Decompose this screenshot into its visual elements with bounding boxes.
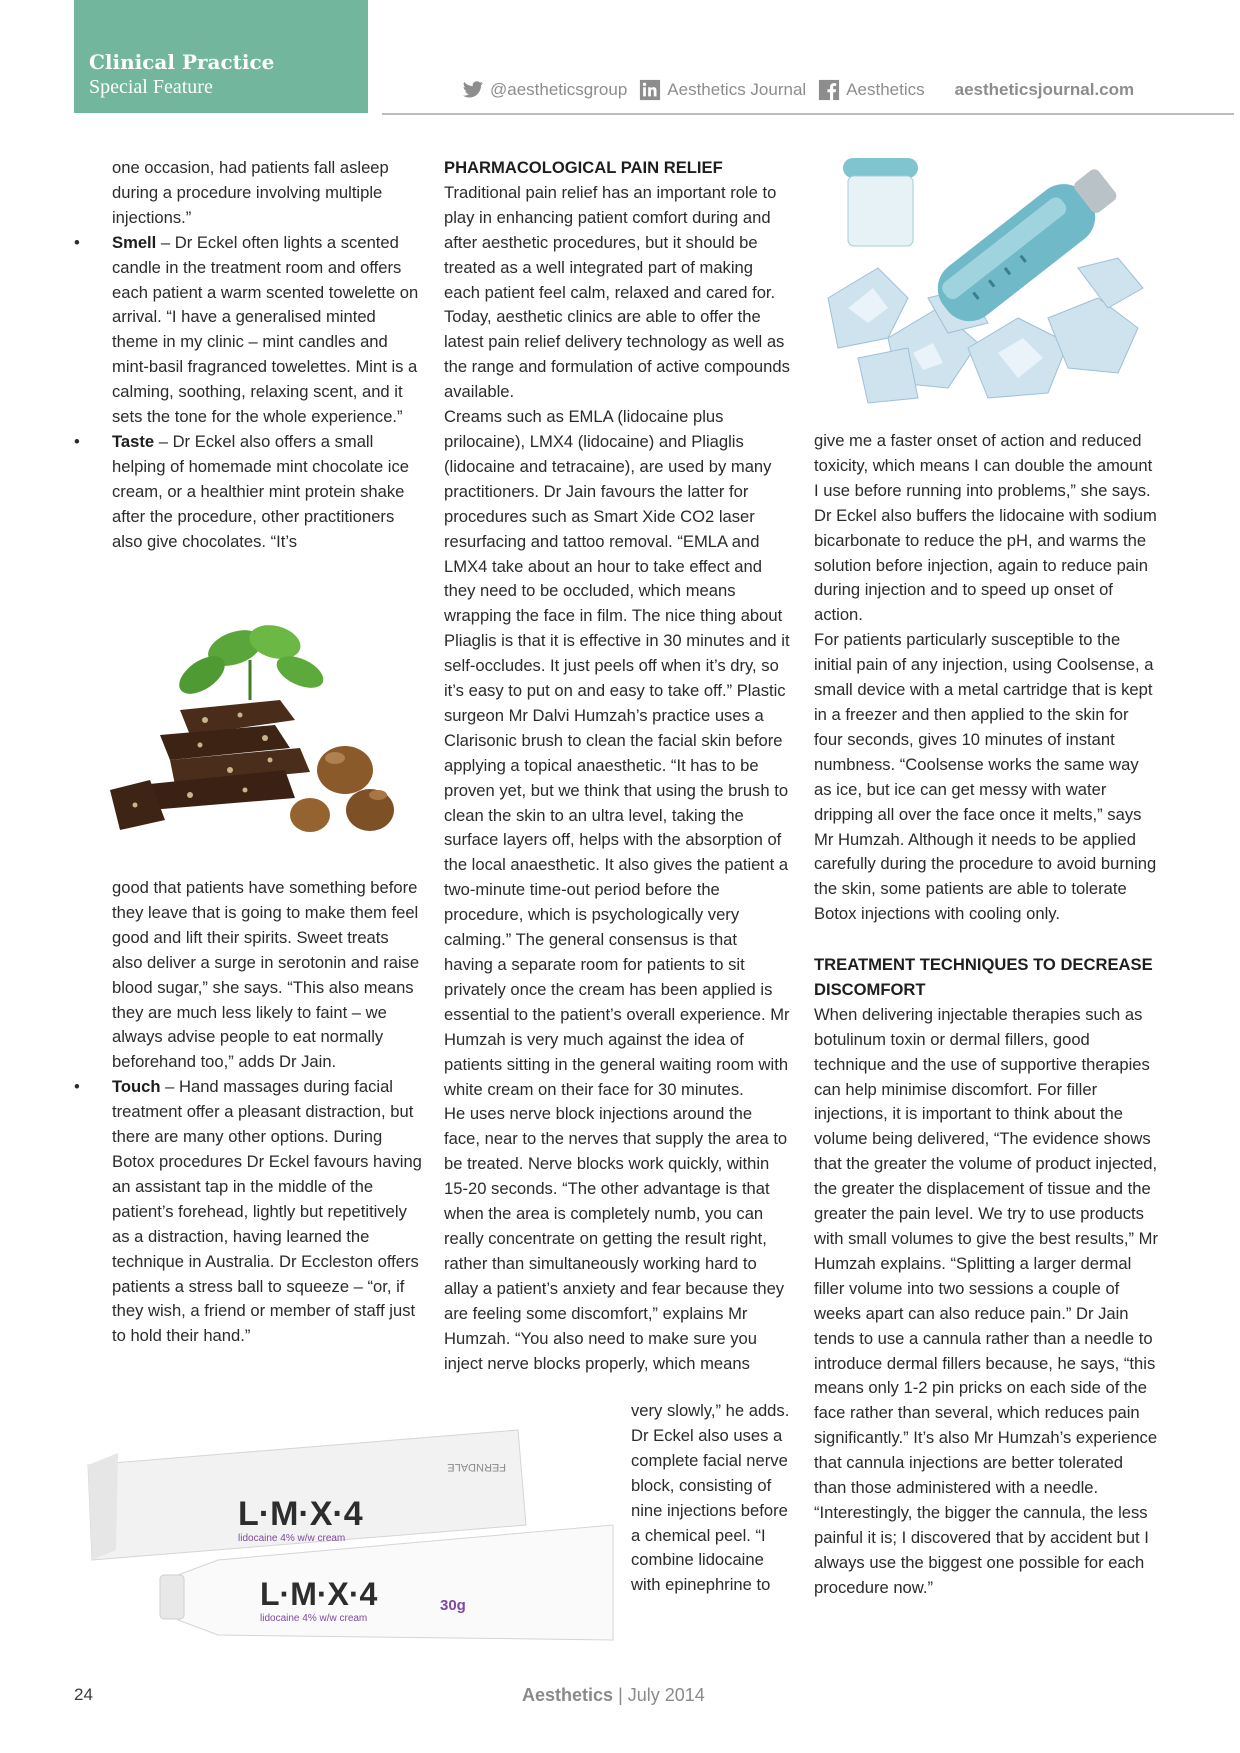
header-divider xyxy=(382,113,1234,115)
box-sub: lidocaine 4% w/w cream xyxy=(238,1533,346,1544)
paragraph: For patients particularly susceptible to the initial pain of any injection, using Coolsense, a small device with a metal cartridge that is kept in a freezer and then applied to the skin for four seconds, gives 10 minutes of instant numbness. “Coolsense works the same way as ice, but ice can get messy with water dripping all over the face once it melts,” says Mr Humzah. Although it needs to be applied carefully during the procedure to avoid burning the skin, some patients are able to tolerate Botox injections with cooling only. xyxy=(814,630,1157,924)
paragraph: Traditional pain relief has an important role to play in enhancing patient comfort during and after aesthetic procedures, but it should be treated as a well integrated part of making each patient feel calm, relaxed and cared for. Today, aesthetic clinics are able to offer the latest pain relief delivery technology as well as the range and formulation of active compounds available. xyxy=(444,182,790,402)
column-1-bottom xyxy=(74,876,422,1349)
section-heading: TREATMENT TECHNIQUES TO DECREASE DISCOMFORT xyxy=(814,955,1153,999)
section-heading: PHARMACOLOGICAL PAIN RELIEF xyxy=(444,158,723,177)
paragraph: He uses nerve block injections around the face, near to the nerves that supply the area to be treated. Nerve blocks work quickly, within 15-20 seconds. “The other advantage is that when the area is completely numb, you can really concentrate on getting the result right, rather than simultaneously working hard to allay a patient’s anxiety and fear because they are feeling some discomfort,” explains Mr Humzah. “You also need to make sure you inject nerve blocks properly, which means xyxy=(444,1104,788,1373)
paragraph: Creams such as EMLA (lidocaine plus prilocaine), LMX4 (lidocaine) and Pliaglis (lidocaine and tetracaine), are used by many practitioners. Dr Jain favours the latter for procedures such as Smart Xide CO2 laser resurfacing and tattoo removal. “EMLA and LMX4 take about an hour to take effect and they need to be occluded, which means wrapping the face in film. The nice thing about Pliaglis is that it is effective in 30 minutes and it self-occludes. It just peels off when it’s dry, so it’s easy to put on and easy to take off.” Plastic surgeon Mr Dalvi Humzah’s practice uses a Clarisonic brush to clean the facial skin before applying a topical anaesthetic. “It has to be proven yet, but we think that using the brush to clean the skin to an ultra level, taking the surface layers off, helps with the absorption of the local anaesthetic. It also gives the patient a two-minute time-out period before the procedure, which is psychologically very calming.” The general consensus is that having a separate room for patients to sit privately once the cream has been applied is essential to the patient’s overall experience. Mr Humzah is very much against the idea of patients sitting in the general waiting room with white cream on their face for 30 minutes. xyxy=(444,407,790,1099)
footer-separator: | xyxy=(618,1685,623,1705)
bullet-label: Touch xyxy=(112,1077,161,1097)
box-maker: FERNDALE xyxy=(447,1461,506,1473)
twitter-handle[interactable]: @aestheticsgroup xyxy=(490,80,628,99)
facebook-label[interactable]: Aesthetics xyxy=(846,80,925,99)
bullet-touch xyxy=(74,1075,422,1349)
column-3-top xyxy=(814,429,1159,927)
social-bar xyxy=(462,78,1134,102)
paragraph: When delivering injectable therapies such as botulinum toxin or dermal fillers, good technique and the use of supportive therapies can help minimise discomfort. For filler injections, it is important to think about the volume being delivered, “The evidence shows that the greater the volume of product injected, the greater the displacement of tissue and the greater the pain level. We try to use products with small volumes to give the best results,” Mr Humzah explains. “Splitting a larger dermal filler volume into two sessions a couple of weeks apart can also reduce pain.” Dr Jain tends to use a cannula rather than a needle to introduce dermal fillers because, he says, “this means only 1-2 pin pricks on each side of the face rather than several, which reduces pain significantly.” It’s also Mr Humzah’s experience that cannula injections are better tolerated than those administered with a needle. “Interestingly, the bigger the cannula, the less painful it is; I discovered that by accident but I always use the biggest one possible for each procedure now.” xyxy=(814,1004,1158,1597)
twitter-icon[interactable] xyxy=(462,79,484,101)
box-brand: L·M·X·4 xyxy=(238,1495,363,1533)
taste-continued: good that patients have something before they leave that is going to make them feel good and lift their spirits. Sweet treats also deliver a surge in serotonin and raise blood sugar,” she says. “This also means they are much less likely to faint – we always advise people to eat normally beforehand too,” adds Dr Jain. xyxy=(112,878,420,1072)
bullet-dot: • xyxy=(74,431,80,451)
bullet-text: – Hand massages during facial treatment offer a pleasant distraction, but there are many other options. During Botox procedures Dr Eckel favours having an assistant tap in the middle of the patient’s forehead, lightly but repetitively as a distraction, having learned the technique in Australia. Dr Eccleston offers patients a stress ball to squeeze – “or, if they wish, a friend or member of staff just to hold their hand.” xyxy=(112,1077,422,1346)
section-subtitle: Special Feature xyxy=(89,76,213,98)
section-title: Clinical Practice xyxy=(89,50,275,74)
bullet-text: – Dr Eckel often lights a scented candle in the treatment room and offers each patient a warm scented towelette on arrival. “I have a generalised minted theme in my clinic – mint candles and mint-basil fragranced towelettes. Mint is a calming, soothing, relaxing scent, and it sets the tone for the whole experience.” xyxy=(112,232,419,427)
website-link[interactable]: aestheticsjournal.com xyxy=(954,80,1135,99)
tube-brand: L·M·X·4 xyxy=(260,1576,378,1612)
facebook-icon[interactable] xyxy=(818,79,840,101)
linkedin-label[interactable]: Aesthetics Journal xyxy=(667,80,807,99)
tube-sub: lidocaine 4% w/w cream xyxy=(260,1613,368,1624)
bullet-label: Taste xyxy=(112,431,155,451)
footer-journal: Aesthetics xyxy=(522,1685,614,1705)
bullet-smell xyxy=(74,231,422,430)
bullet-taste xyxy=(74,430,422,555)
footer-brand xyxy=(522,1685,705,1706)
column-2-bottom xyxy=(631,1399,791,1598)
bullet-dot: • xyxy=(74,232,80,252)
bullet-label: Smell xyxy=(112,232,157,252)
bullet-text: – Dr Eckel also offers a small helping of homemade mint chocolate ice cream, or a healthier mint protein shake after the procedure, other practitioners also give chocolates. “It’s xyxy=(112,431,410,551)
linkedin-icon[interactable] xyxy=(639,79,661,101)
column-3-bottom xyxy=(814,953,1159,1601)
page-number: 24 xyxy=(74,1685,93,1704)
mint-chocolate-image xyxy=(110,620,400,845)
tube-weight: 30g xyxy=(440,1597,466,1614)
coolsense-device-image xyxy=(818,148,1148,408)
intro-paragraph: one occasion, had patients fall asleep during a procedure involving multiple injections.” xyxy=(112,158,389,227)
column-2 xyxy=(444,156,790,1376)
footer-issue: July 2014 xyxy=(627,1685,705,1705)
lmx4-product-image xyxy=(78,1425,613,1650)
bullet-dot: • xyxy=(74,1077,80,1097)
column-1-top xyxy=(74,156,422,596)
paragraph-continued: very slowly,” he adds. xyxy=(631,1401,790,1420)
paragraph: give me a faster onset of action and reduced toxicity, which means I can double the amount I use before running into problems,” she says. Dr Eckel also buffers the lidocaine with sodium bicarbonate to reduce the pH, and warms the solution before injection, again to reduce pain during injection and to speed up onset of action. xyxy=(814,431,1157,625)
section-header xyxy=(74,0,368,113)
paragraph: Dr Eckel also uses a complete facial nerve block, consisting of nine injections before a chemical peel. “I combine lidocaine with epinephrine to xyxy=(631,1425,788,1595)
